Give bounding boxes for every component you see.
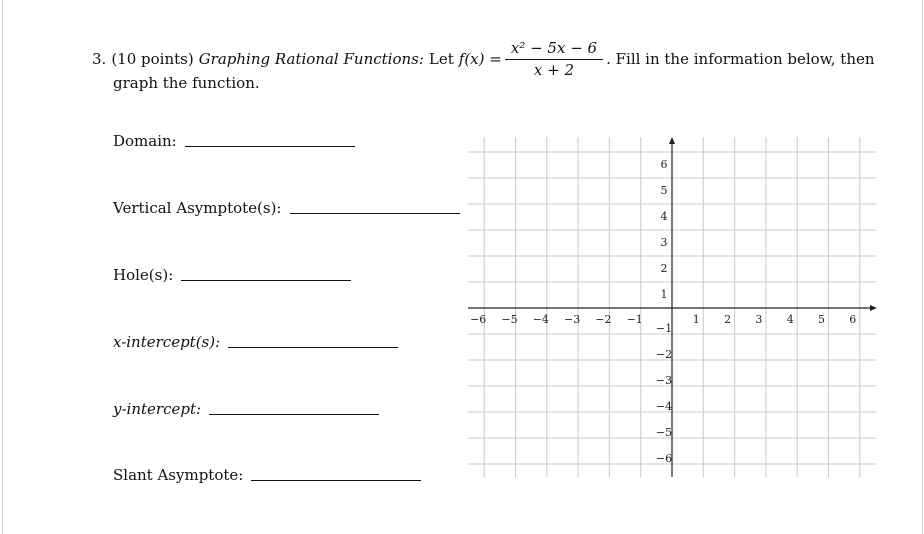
- x-tick-label: 1: [692, 313, 700, 326]
- instruction-text: . Fill in the information below, then: [606, 50, 875, 68]
- x-axis-arrow-icon: [870, 305, 877, 311]
- slant-asymptote-field: [113, 466, 421, 484]
- fraction-denominator: x + 2: [533, 60, 575, 79]
- problem-topic: Graphing Rational Functions:: [198, 50, 424, 68]
- y-tick-label: −1: [655, 322, 673, 335]
- function-fraction: [505, 40, 603, 79]
- vertical-asymptote-field: [113, 199, 460, 217]
- x-intercepts-answer-line[interactable]: [228, 346, 398, 348]
- x-intercepts-label: x-intercept(s):: [113, 333, 221, 351]
- x-tick-label: 5: [818, 313, 825, 326]
- let-text: Let: [428, 50, 454, 68]
- fraction-numerator: x² − 5x − 6: [505, 40, 603, 60]
- y-axis-arrow-icon: [669, 137, 675, 144]
- holes-field: [113, 266, 351, 284]
- y-tick-label: −6: [655, 452, 673, 465]
- y-tick-label: 4: [660, 210, 668, 223]
- instruction-continued: graph the function.: [113, 74, 260, 92]
- x-tick-label: 4: [786, 313, 794, 326]
- y-intercept-label: y-intercept:: [113, 400, 202, 418]
- y-tick-label: 6: [660, 158, 668, 171]
- x-tick-label: 2: [724, 313, 732, 326]
- y-intercept-field: [113, 400, 379, 418]
- vertical-asymptote-label: Vertical Asymptote(s):: [113, 199, 282, 217]
- x-tick-label: 3: [755, 313, 763, 326]
- slant-asymptote-answer-line[interactable]: [251, 479, 421, 481]
- y-tick-label: −4: [655, 400, 673, 413]
- x-tick-label: −4: [532, 313, 549, 326]
- function-lhs: f(x) =: [458, 50, 502, 68]
- domain-field: [113, 132, 355, 150]
- y-tick-label: −3: [655, 374, 673, 387]
- y-intercept-answer-line[interactable]: [209, 413, 379, 415]
- coordinate-grid[interactable]: [466, 135, 886, 485]
- y-tick-label: 3: [660, 236, 668, 249]
- y-tick-label: 2: [660, 262, 668, 275]
- axes: [468, 137, 877, 477]
- x-tick-label: −5: [501, 313, 518, 326]
- vertical-asymptote-answer-line[interactable]: [290, 212, 460, 214]
- problem-points: (10 points): [111, 50, 194, 68]
- holes-answer-line[interactable]: [181, 279, 351, 281]
- y-tick-label: 5: [660, 184, 668, 197]
- x-tick-label: −2: [595, 313, 612, 326]
- x-tick-label: −6: [470, 313, 487, 326]
- x-tick-label: −1: [626, 313, 643, 326]
- x-tick-label: 6: [849, 313, 857, 326]
- domain-answer-line[interactable]: [185, 145, 355, 147]
- y-tick-label: −2: [655, 348, 673, 361]
- problem-number: 3.: [92, 50, 107, 68]
- x-tick-label: −3: [563, 313, 581, 326]
- slant-asymptote-label: Slant Asymptote:: [113, 466, 244, 484]
- y-tick-label: 1: [660, 288, 668, 301]
- holes-label: Hole(s):: [113, 266, 174, 284]
- page-edge-right: [922, 0, 923, 534]
- y-tick-label: −5: [655, 426, 673, 439]
- x-intercepts-field: [113, 333, 398, 351]
- domain-label: Domain:: [113, 132, 177, 150]
- page-edge-left: [2, 0, 3, 534]
